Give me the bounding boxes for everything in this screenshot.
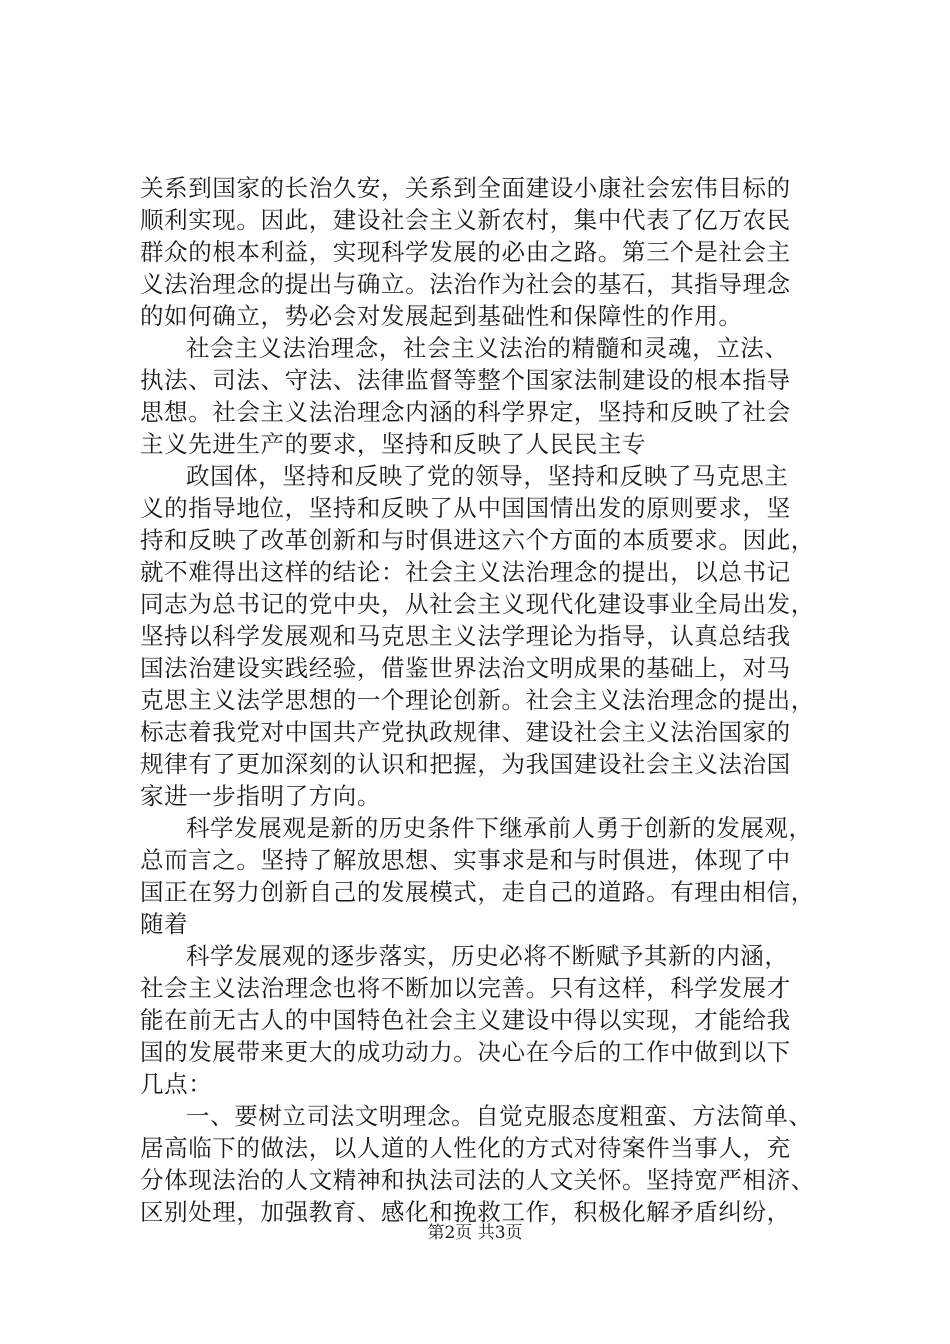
text-line: 标志着我党对中国共产党执政规律、建设社会主义法治国家的: [140, 718, 791, 746]
text-line: 关系到国家的长治久安，关系到全面建设小康社会宏伟目标的: [140, 174, 791, 202]
text-line: 政国体，坚持和反映了党的领导，坚持和反映了马克思主: [186, 462, 789, 490]
text-line: 科学发展观的逐步落实，历史必将不断赋予其新的内涵，: [186, 942, 789, 970]
text-line: 区别处理，加强教育、感化和挽救工作，积极化解矛盾纠纷，: [140, 1198, 791, 1226]
text-line: 规律有了更加深刻的认识和把握，为我国建设社会主义法治国: [140, 750, 791, 778]
text-line: 坚持以科学发展观和马克思主义法学理论为指导，认真总结我: [140, 622, 791, 650]
text-line: 科学发展观是新的历史条件下继承前人勇于创新的发展观，: [186, 814, 813, 842]
text-line: 一、要树立司法文明理念。自觉克服态度粗蛮、方法简单、: [186, 1102, 813, 1130]
text-line: 义法治理念的提出与确立。法治作为社会的基石，其指导理念: [140, 270, 791, 298]
text-line: 执法、司法、守法、法律监督等整个国家法制建设的根本指导: [140, 366, 791, 394]
text-line: 义的指导地位，坚持和反映了从中国国情出发的原则要求，坚: [140, 494, 791, 522]
document-body: [140, 172, 840, 1228]
text-line: 顺利实现。因此，建设社会主义新农村，集中代表了亿万农民: [140, 206, 791, 234]
text-line: 国法治建设实践经验，借鉴世界法治文明成果的基础上，对马: [140, 654, 791, 682]
text-line: 社会主义法治理念，社会主义法治的精髓和灵魂，立法、: [186, 334, 789, 362]
text-line: 就不难得出这样的结论：社会主义法治理念的提出，以总书记: [140, 558, 791, 586]
text-line: 思想。社会主义法治理念内涵的科学界定，坚持和反映了社会: [140, 398, 791, 426]
text-line: 分体现法治的人文精神和执法司法的人文关怀。坚持宽严相济、: [140, 1166, 815, 1194]
page-footer: 第2页 共3页: [427, 1223, 523, 1243]
text-line: 同志为总书记的党中央，从社会主义现代化建设事业全局出发，: [140, 590, 815, 618]
text-line: 社会主义法治理念也将不断加以完善。只有这样，科学发展才: [140, 974, 791, 1002]
text-line: 随着: [140, 910, 189, 938]
text-line: 持和反映了改革创新和与时俱进这六个方面的本质要求。因此，: [140, 526, 815, 554]
text-line: 克思主义法学思想的一个理论创新。社会主义法治理念的提出，: [140, 686, 815, 714]
text-line: 国正在努力创新自己的发展模式，走自己的道路。有理由相信，: [140, 878, 815, 906]
text-line: 群众的根本利益，实现科学发展的必由之路。第三个是社会主: [140, 238, 791, 266]
text-line: 家进一步指明了方向。: [140, 782, 381, 810]
text-line: 能在前无古人的中国特色社会主义建设中得以实现，才能给我: [140, 1006, 791, 1034]
text-line: 的如何确立，势必会对发展起到基础性和保障性的作用。: [140, 302, 743, 330]
text-line: 主义先进生产的要求，坚持和反映了人民民主专: [140, 430, 647, 458]
text-line: 总而言之。坚持了解放思想、实事求是和与时俱进，体现了中: [140, 846, 791, 874]
text-line: 居高临下的做法，以人道的人性化的方式对待案件当事人，充: [140, 1134, 791, 1162]
text-line: 国的发展带来更大的成功动力。决心在今后的工作中做到以下: [140, 1038, 791, 1066]
text-line: 几点：: [140, 1070, 213, 1098]
